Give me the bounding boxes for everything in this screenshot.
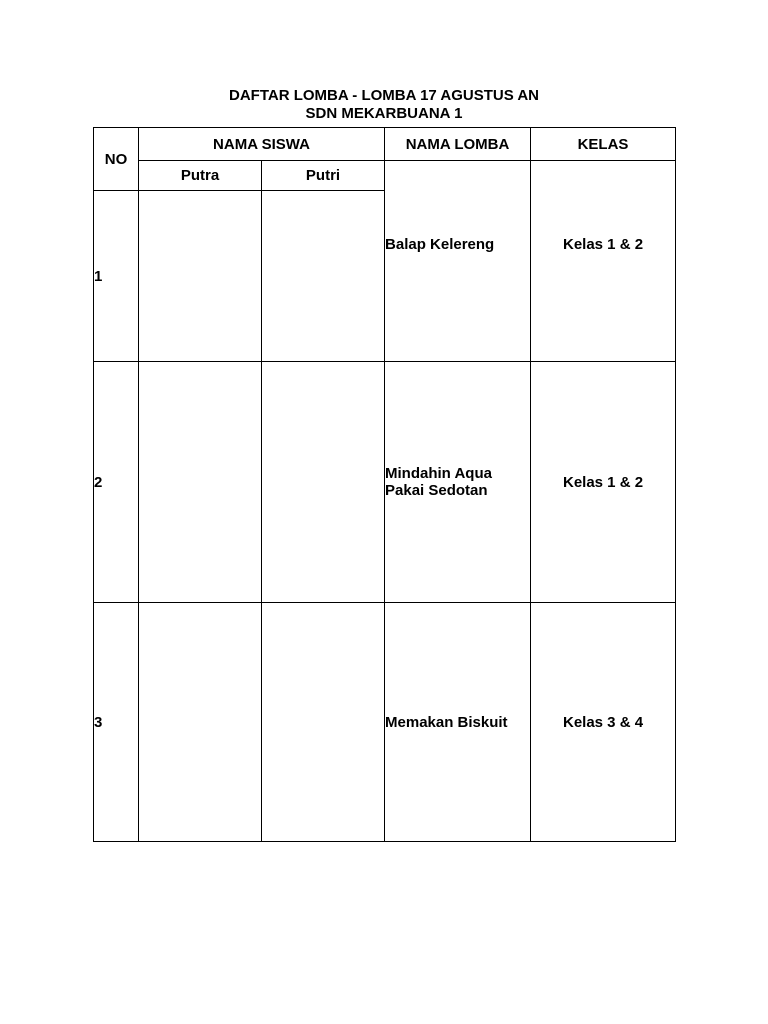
putra-cell-2 — [139, 362, 262, 603]
school-name: SDN MEKARBUANA 1 — [305, 105, 463, 122]
lomba-name-1: Balap Kelereng — [385, 235, 495, 253]
header-nama-lomba: NAMA LOMBA — [385, 128, 531, 161]
table-row — [94, 603, 676, 842]
lomba-cell-1 — [385, 161, 531, 362]
putri-cell-2 — [262, 362, 385, 603]
header-putri: Putri — [262, 161, 385, 191]
putra-cell-1 — [139, 191, 262, 362]
putra-cell-3 — [139, 603, 262, 842]
kelas-cell-1 — [531, 161, 676, 362]
document-title: DAFTAR LOMBA - LOMBA 17 AGUSTUS AN — [229, 87, 539, 104]
lomba-name-2-line1: Mindahin Aqua — [385, 465, 492, 482]
header-row — [94, 128, 676, 161]
kelas-value-3: Kelas 3 & 4 — [531, 603, 676, 842]
kelas-value-1: Kelas 1 & 2 — [562, 235, 644, 253]
header-no: NO — [94, 128, 139, 191]
competition-table — [93, 127, 676, 842]
table-row — [94, 362, 676, 603]
putri-cell-1 — [262, 191, 385, 362]
row-number-3: 3 — [94, 603, 139, 842]
subheader-row — [94, 161, 676, 191]
lomba-cell-2 — [385, 362, 531, 603]
header-kelas: KELAS — [531, 128, 676, 161]
row-number-1: 1 — [94, 191, 139, 362]
lomba-cell-3 — [385, 603, 531, 842]
lomba-name-3: Memakan Biskuit — [385, 713, 508, 731]
lomba-name-2-line2: Pakai Sedotan — [385, 482, 488, 499]
row-number-2: 2 — [94, 362, 139, 603]
kelas-value-2: Kelas 1 & 2 — [531, 362, 676, 603]
header-putra: Putra — [139, 161, 262, 191]
putri-cell-3 — [262, 603, 385, 842]
header-nama-siswa: NAMA SISWA — [139, 128, 385, 161]
